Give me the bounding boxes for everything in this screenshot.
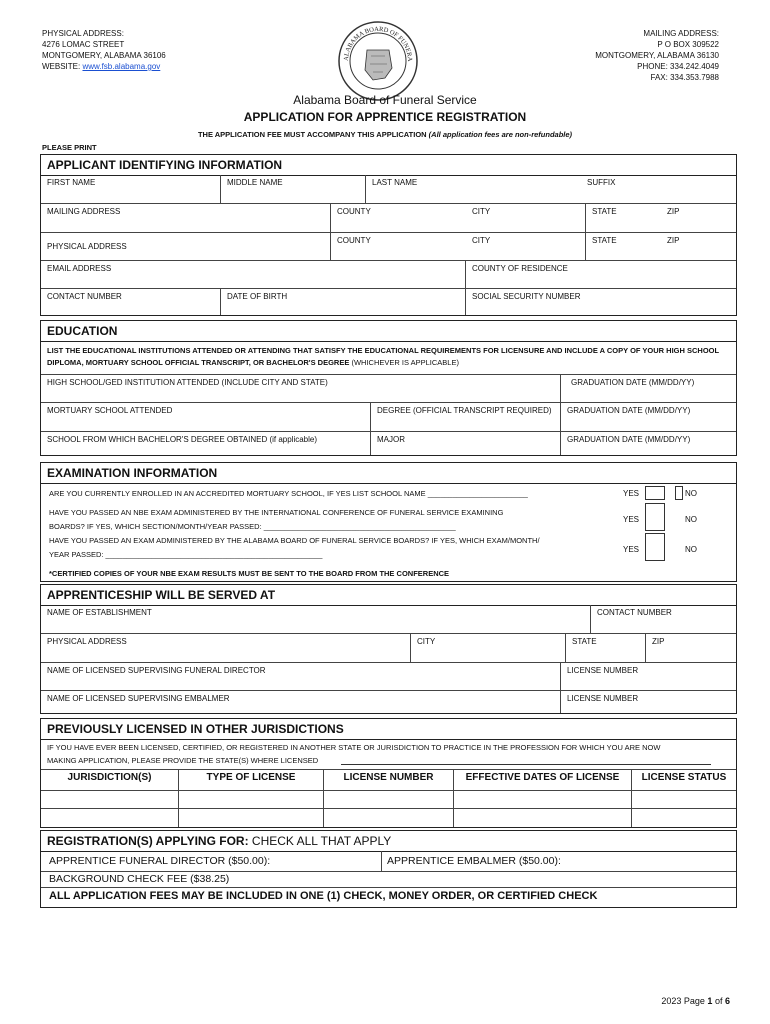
registration-section [40, 830, 737, 908]
middle-name-field[interactable]: MIDDLE NAME [221, 175, 366, 204]
q3-no-label: NO [685, 545, 697, 554]
education-section [40, 320, 737, 456]
establishment-address-field[interactable]: PHYSICAL ADDRESS [41, 634, 411, 663]
supervising-embalmer-field[interactable]: NAME OF LICENSED SUPERVISING EMBALMER [41, 691, 561, 713]
col-type-of-license: TYPE OF LICENSE [179, 769, 324, 791]
table-cell[interactable] [41, 809, 179, 827]
phone: PHONE: 334.242.4049 [637, 62, 719, 71]
establishment-contact-field[interactable]: CONTACT NUMBER [591, 605, 736, 634]
examination-heading: EXAMINATION INFORMATION [41, 463, 736, 484]
contact-number-field[interactable]: CONTACT NUMBER [41, 289, 221, 315]
website-link[interactable]: www.fsb.alabama.gov [82, 62, 161, 71]
page-number: 2023 Page 1 of 6 [661, 996, 730, 1006]
mortuary-school-field[interactable]: MORTUARY SCHOOL ATTENDED [41, 403, 371, 432]
supervising-director-field[interactable]: NAME OF LICENSED SUPERVISING FUNERAL DIRECTOR [41, 663, 561, 691]
q2-yes-label: YES [623, 515, 640, 524]
table-cell[interactable] [632, 809, 736, 827]
bachelor-graduation-field[interactable]: GRADUATION DATE (MM/DD/YY) [567, 435, 691, 444]
q1-no-checkbox[interactable] [675, 486, 683, 500]
physical-city: MONTGOMERY, ALABAMA 36106 [42, 51, 166, 60]
mailing-city: MONTGOMERY, ALABAMA 36130 [595, 51, 719, 60]
degree-field[interactable]: DEGREE (OFFICIAL TRANSCRIPT REQUIRED) [371, 403, 561, 432]
establishment-zip-field[interactable]: ZIP [646, 634, 736, 663]
q3-yes-label: YES [623, 545, 640, 554]
physical-street: 4276 LOMAC STREET [42, 40, 125, 49]
apprenticeship-section [40, 584, 737, 714]
last-name-field[interactable]: LAST NAME [366, 175, 581, 204]
physical-address-label: PHYSICAL ADDRESS: [42, 29, 124, 38]
embalmer-license-field[interactable]: LICENSE NUMBER [567, 694, 639, 703]
dob-field[interactable]: DATE OF BIRTH [221, 289, 466, 315]
embalmer-option: APPRENTICE EMBALMER ($50.00): [387, 855, 561, 867]
svg-text:ALABAMA BOARD OF FUNERAL SERVI: ALABAMA BOARD OF FUNERA [342, 25, 414, 62]
title-block [0, 92, 770, 126]
table-cell[interactable] [454, 791, 632, 809]
divider [41, 871, 736, 872]
education-heading: EDUCATION [41, 321, 736, 342]
previous-heading: PREVIOUSLY LICENSED IN OTHER JURISDICTIONS [41, 719, 736, 740]
previous-licenses-section [40, 718, 737, 828]
establishment-city-field[interactable]: CITY [411, 634, 566, 663]
physical-city-field[interactable]: CITY [466, 233, 586, 261]
divider [41, 887, 736, 888]
physical-state-field[interactable]: STATE [586, 233, 661, 261]
establishment-field[interactable]: NAME OF ESTABLISHMENT [41, 605, 591, 634]
q1-no-label: NO [685, 489, 697, 498]
applicant-heading: APPLICANT IDENTIFYING INFORMATION [41, 155, 736, 176]
funeral-director-option: APPRENTICE FUNERAL DIRECTOR ($50.00): [49, 855, 271, 867]
fax: FAX: 334.353.7988 [650, 73, 719, 82]
table-cell[interactable] [179, 809, 324, 827]
mailing-state-field[interactable]: STATE [586, 204, 661, 233]
suffix-field[interactable]: SUFFIX [581, 175, 736, 204]
physical-address-block [42, 28, 166, 72]
physical-zip-field[interactable]: ZIP [661, 233, 736, 261]
mailing-address-block [595, 28, 719, 83]
table-cell[interactable] [324, 809, 454, 827]
table-cell[interactable] [454, 809, 632, 827]
mailing-city-field[interactable]: CITY [466, 204, 586, 233]
exam-question-3: HAVE YOU PASSED AN EXAM ADMINISTERED BY THE ALABAMA BOARD OF FUNERAL SERVICE BOARDS? IF YES, WHICH EXAM/MONTH/ YEAR PASSED: ____________________________________________________ [49, 536, 540, 559]
exam-note: *CERTIFIED COPIES OF YOUR NBE EXAM RESULTS MUST BE SENT TO THE BOARD FROM THE CONFERENCE [49, 569, 450, 578]
q2-yes-checkbox[interactable] [645, 503, 665, 531]
exam-question-1: ARE YOU CURRENTLY ENROLLED IN AN ACCREDITED MORTUARY SCHOOL, IF YES LIST SCHOOL NAME ________________________ [49, 489, 528, 498]
county-of-residence-field[interactable]: COUNTY OF RESIDENCE [466, 261, 736, 289]
ssn-field[interactable]: SOCIAL SECURITY NUMBER [472, 292, 581, 301]
major-field[interactable]: MAJOR [371, 432, 561, 455]
establishment-state-field[interactable]: STATE [566, 634, 646, 663]
mailing-zip-field[interactable]: ZIP [661, 204, 736, 233]
table-cell[interactable] [41, 791, 179, 809]
q2-no-label: NO [685, 515, 697, 524]
po-box: P O BOX 309522 [657, 40, 719, 49]
examination-section [40, 462, 737, 582]
physical-address-field[interactable]: PHYSICAL ADDRESS [41, 233, 331, 261]
website-label: WEBSITE: [42, 62, 81, 71]
q1-yes-checkbox[interactable] [645, 486, 665, 500]
mailing-address-label: MAILING ADDRESS: [643, 29, 719, 38]
bachelor-school-field[interactable]: SCHOOL FROM WHICH BACHELOR'S DEGREE OBTAINED (if applicable) [41, 432, 371, 455]
director-license-field[interactable]: LICENSE NUMBER [561, 663, 736, 691]
fee-notice: THE APPLICATION FEE MUST ACCOMPANY THIS APPLICATION (All application fees are non-refundable) [197, 130, 573, 139]
previous-instructions: IF YOU HAVE EVER BEEN LICENSED, CERTIFIED, OR REGISTERED IN ANOTHER STATE OR JURISDICTION TO PRACTICE IN THE PROFESSION FOR WHICH YOU ARE NOW MAKING APPLICATION, PLEASE PROVIDE THE STATE(S) WHERE LICENSED [47, 743, 661, 765]
col-license-status: LICENSE STATUS [632, 769, 736, 791]
physical-county-field[interactable]: COUNTY [331, 233, 466, 261]
high-school-graduation-field[interactable]: GRADUATION DATE (MM/DD/YY) [561, 374, 736, 403]
education-instructions: LIST THE EDUCATIONAL INSTITUTIONS ATTENDED OR ATTENDING THAT SATISFY THE EDUCATIONAL REQUIREMENTS FOR LICENSURE AND INCLUDE A COPY OF YOUR HIGH SCHOOL DIPLOMA, MORTUARY SCHOOL OFFICIAL TRANSCRIPT, OR BACHELOR'S DEGREE (WHICHEVER IS APPLICABLE) [47, 346, 719, 367]
col-license-number: LICENSE NUMBER [324, 769, 454, 791]
email-field[interactable]: EMAIL ADDRESS [41, 261, 466, 289]
page-subtitle: APPLICATION FOR APPRENTICE REGISTRATION [243, 110, 527, 124]
exam-question-2: HAVE YOU PASSED AN NBE EXAM ADMINISTERED BY THE INTERNATIONAL CONFERENCE OF FUNERAL SERVICE EXAMINING BOARDS? IF YES, WHICH SECTION/MONTH/YEAR PASSED: ______________________________________________ [49, 508, 504, 531]
first-name-field[interactable]: FIRST NAME [41, 175, 221, 204]
table-cell[interactable] [632, 791, 736, 809]
table-cell[interactable] [179, 791, 324, 809]
seal-logo [337, 20, 419, 102]
please-print: PLEASE PRINT [42, 143, 97, 152]
mortuary-graduation-field[interactable]: GRADUATION DATE (MM/DD/YY) [561, 403, 736, 432]
apprenticeship-heading: APPRENTICESHIP WILL BE SERVED AT [41, 585, 736, 606]
high-school-field[interactable]: HIGH SCHOOL/GED INSTITUTION ATTENDED (INCLUDE CITY AND STATE) [41, 374, 561, 403]
col-effective-dates: EFFECTIVE DATES OF LICENSE [454, 769, 632, 791]
table-cell[interactable] [324, 791, 454, 809]
states-licensed-field[interactable] [341, 764, 711, 765]
mailing-address-field[interactable]: MAILING ADDRESS [41, 204, 331, 233]
registration-heading: REGISTRATION(S) APPLYING FOR: CHECK ALL THAT APPLY [41, 831, 736, 852]
page-title: Alabama Board of Funeral Service [293, 93, 477, 107]
mailing-county-field[interactable]: COUNTY [331, 204, 466, 233]
applicant-section [40, 154, 737, 316]
q1-yes-label: YES [623, 489, 640, 498]
fees-note: ALL APPLICATION FEES MAY BE INCLUDED IN ONE (1) CHECK, MONEY ORDER, OR CERTIFIED CHECK [49, 890, 598, 902]
background-check-option: BACKGROUND CHECK FEE ($38.25) [49, 873, 230, 885]
divider [381, 851, 382, 871]
col-jurisdiction: JURISDICTION(S) [41, 769, 179, 791]
q3-yes-checkbox[interactable] [645, 533, 665, 561]
